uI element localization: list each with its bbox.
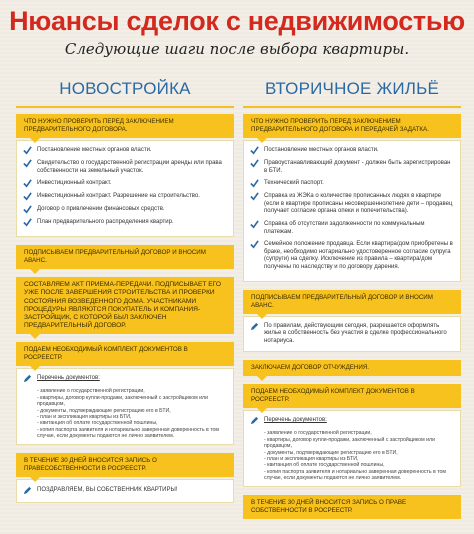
note-item <box>250 323 454 346</box>
checklist-item-text: Справка об отсутствии задолженности по коммунальным платежам. <box>264 220 425 235</box>
checkmark-icon <box>23 218 32 227</box>
checklist-item <box>23 193 227 201</box>
checklist-item <box>250 193 454 216</box>
docs-list-item: - квартиры, договор купли-продажи, заключенный с застройщиком или продавцом, <box>264 436 435 450</box>
docs-list-item: - квартиры, договор купли-продажи, заключенный с застройщиком или продавцом, <box>37 394 208 408</box>
checklist-item <box>250 160 454 175</box>
checklist-item-text: Технический паспорт. <box>264 180 324 187</box>
checkmark-icon <box>250 240 259 249</box>
docs-list-item: - план и экспликация квартиры из БТИ, <box>264 455 359 462</box>
docs-list-item: - план и экспликация квартиры из БТИ, <box>37 414 132 421</box>
checklist-item-text: Постановление местных органов власти. <box>264 147 379 153</box>
checklist-item-text: Инвестиционный контракт. <box>37 180 112 187</box>
checkmark-icon <box>23 192 32 201</box>
checkmark-icon <box>23 159 32 168</box>
docs-list-item: - копия паспорта заявителя и нотариально заверенная доверенность в том случае, если документы подаются не лично заявителем. <box>264 468 446 482</box>
new-building-column <box>16 72 234 503</box>
docs-list-item: - документы, подтверждающие регистрацию его в БТИ, <box>264 449 398 456</box>
checklist-item-text: План предварительного распределения квартир. <box>37 219 174 226</box>
checklist-item <box>23 147 227 155</box>
checklist-item <box>250 241 454 271</box>
checklist-item-text: Договор о привлечении финансовых средств. <box>37 206 165 213</box>
checklist-item <box>23 160 227 175</box>
checkmark-icon <box>250 192 259 201</box>
checkmark-icon <box>250 179 259 188</box>
final-panel <box>16 479 234 503</box>
note-panel <box>243 316 461 353</box>
checklist-item <box>250 221 454 236</box>
step-box-check: ЧТО НУЖНО ПРОВЕРИТЬ ПЕРЕД ЗАКЛЮЧЕНИЕМ ПРЕДВАРИТЕЛЬНОГО ДОГОВОРА И ПЕРЕДАЧЕЙ ЗАДАТКА. <box>243 114 461 138</box>
page-subtitle: Следующие шаги после выбора квартиры. <box>64 40 410 58</box>
docs-item <box>23 375 227 383</box>
checklist-item-text: Свидетельство о государственной регистрации аренды или права собственности на земельный участок. <box>37 160 222 174</box>
step-box-sign: ПОДПИСЫВАЕМ ПРЕДВАРИТЕЛЬНЫЙ ДОГОВОР И ВНОСИМ АВАНС. <box>16 245 234 269</box>
checklist-item <box>250 180 454 188</box>
pen-icon <box>23 486 32 495</box>
step-box-sign: ПОДПИСЫВАЕМ ПРЕДВАРИТЕЛЬНЫЙ ДОГОВОР И ВНОСИМ АВАНС. <box>243 290 461 314</box>
checklist <box>243 140 461 282</box>
step-box-contract: ЗАКЛЮЧАЕМ ДОГОВОР ОТЧУЖДЕНИЯ. <box>243 360 461 376</box>
docs-list-item: - документы, подтверждающие регистрацию его в БТИ, <box>37 407 171 414</box>
pen-icon <box>250 322 259 331</box>
checklist <box>16 140 234 237</box>
page-title: Нюансы сделок с недвижимостью <box>9 6 465 36</box>
checklist-item-text: Постановление местных органов власти. <box>37 147 152 153</box>
checklist-item <box>23 219 227 227</box>
checkmark-icon <box>23 179 32 188</box>
docs-list-item: - копия паспорта заявителя и нотариально заверенная доверенность в том случае, если документы подаются не лично заявителем. <box>37 426 219 440</box>
docs-title: Перечень документов: <box>264 417 327 424</box>
note-text: По правилам, действующим сегодня, разрешается оформлять жилье в собственность без участия в сделке профессионального нотариуса. <box>264 322 447 344</box>
column-heading-secondary: ВТОРИЧНОЕ ЖИЛЬЁ <box>243 72 461 108</box>
checklist-item-text: Справка из ЖЭКа о количестве прописанных людях в квартире (если в квартире прописаны несовершеннолетние дети – продавец получает согласие органа опеки и попечительства). <box>264 193 453 215</box>
checkmark-icon <box>250 146 259 155</box>
secondary-column <box>243 72 461 519</box>
checklist-item <box>23 180 227 188</box>
docs-panel <box>243 410 461 486</box>
pen-icon <box>23 374 32 383</box>
checkmark-icon <box>250 159 259 168</box>
docs-panel <box>16 368 234 444</box>
checklist-item <box>250 147 454 155</box>
docs-list-item: - заявление о государственной регистрации, <box>264 430 372 437</box>
docs-title: Перечень документов: <box>37 375 100 382</box>
pen-icon <box>250 416 259 425</box>
column-heading-new: НОВОСТРОЙКА <box>16 72 234 108</box>
checkmark-icon <box>23 146 32 155</box>
docs-list-item: - заявление о государственной регистрации, <box>37 388 145 395</box>
checklist-item-text: Инвестиционный контракт. Разрешение на строительство. <box>37 193 200 200</box>
docs-list-item: - квитанция об оплате государственной пошлины, <box>264 462 385 469</box>
checkmark-icon <box>250 220 259 229</box>
step-box-submit: ПОДАЕМ НЕОБХОДИМЫЙ КОМПЛЕКТ ДОКУМЕНТОВ В РОСРЕЕСТР. <box>16 342 234 366</box>
checklist-item-text: Семейное положение продавца. Если квартира/дом приобретены в браке, необходимо нотариально удостоверенное согласие супруга (супруги) на сделку. Исключение из правила – квартира/дом получены по наследству и по договору дарения. <box>264 241 453 270</box>
step-box-register: В ТЕЧЕНИЕ 30 ДНЕЙ ВНОСИТСЯ ЗАПИСЬ О ПРАВЕ СОБСТВЕННОСТИ В РОСРЕЕСТР. <box>243 495 461 519</box>
checkmark-icon <box>23 205 32 214</box>
final-item <box>23 487 227 495</box>
checklist-item-text: Правоустанавливающий документ - должен быть зарегистрирован в БТИ. <box>264 160 451 174</box>
docs-list <box>23 388 227 439</box>
step-box-act: СОСТАВЛЯЕМ АКТ ПРИЕМА-ПЕРЕДАЧИ. ПОДПИСЫВАЕТ ЕГО УЖЕ ПОСЛЕ ЗАВЕРШЕНИЯ СТРОИТЕЛЬСТВА И ПРОВЕРКИ СОСТОЯНИЯ ВОЗВЕДЕННОГО ДОМА. УЧАСТНИКАМИ ПРОЦЕДУРЫ ЯВЛЯЮТСЯ ПОКУПАТЕЛЬ И КОМПАНИЯ-ЗАСТРОЙЩИК, С КОТОРОЙ БЫЛ ЗАКЛЮЧЕН ПРЕДВАРИТЕЛЬНЫЙ ДОГОВОР. <box>16 277 234 334</box>
checklist-item <box>23 206 227 214</box>
docs-list-item: - квитанция об оплате государственной пошлины, <box>37 420 158 427</box>
docs-item <box>250 417 454 425</box>
step-box-register: В ТЕЧЕНИЕ 30 ДНЕЙ ВНОСИТСЯ ЗАПИСЬ О ПРАВЕСОБСТВЕННОСТИ В РОСРЕЕСТР. <box>16 453 234 477</box>
step-box-submit: ПОДАЕМ НЕОБХОДИМЫЙ КОМПЛЕКТ ДОКУМЕНТОВ В РОСРЕЕСТР. <box>243 384 461 408</box>
docs-list <box>250 430 454 481</box>
step-box-check: ЧТО НУЖНО ПРОВЕРИТЬ ПЕРЕД ЗАКЛЮЧЕНИЕМ ПРЕДВАРИТЕЛЬНОГО ДОГОВОРА. <box>16 114 234 138</box>
final-text: ПОЗДРАВЛЯЕМ, ВЫ СОБСТВЕННИК КВАРТИРЫ! <box>37 486 178 493</box>
